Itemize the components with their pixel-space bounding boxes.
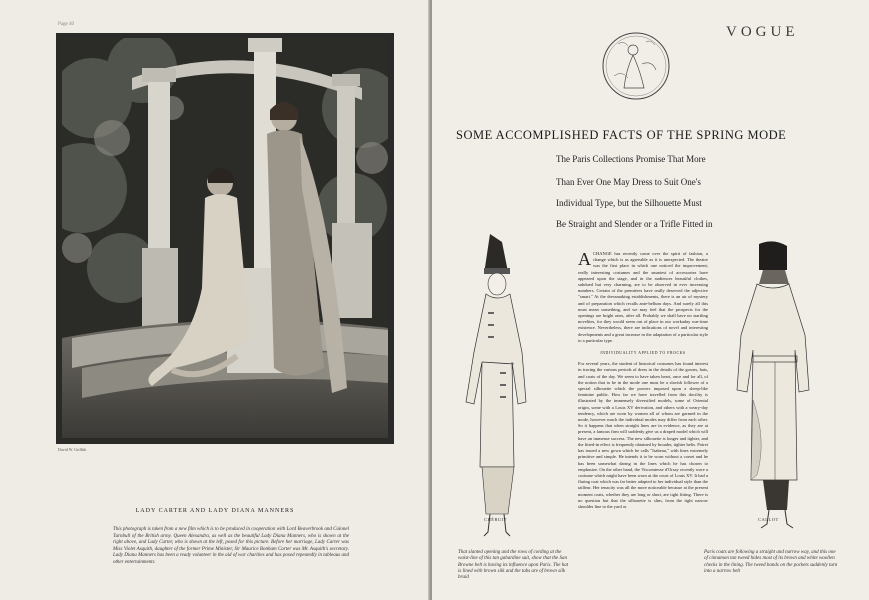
callot-coat-illustration [727, 240, 817, 540]
decorative-medallion-icon [600, 30, 672, 102]
left-page [0, 0, 430, 600]
article-headline: SOME ACCOMPLISHED FACTS OF THE SPRING MODE [456, 128, 787, 142]
page-folio: Page 40 [58, 22, 74, 27]
article-body: For several years, the student of historical costumes has found interest in tracing the various periods of dress in the details of the gowns, hats, and coats of the day. We seem to have taken heart, once and for all, of the notion that to be in the mode one must be a slavish follower of a special silhouette which the powers imposed upon a sheep-like feminine public. How far we have travelled from this docility is illustrated by the immensely diversified models, some of Oriental origin, some with a Louis XV derivation, and others with a weary-day tendency, which are worn by women all of whom are garmed in the mode, however much the individual modes may differ from each other. So it happens that when straight lines are in evidence, as they are at present, a famous firm will suddenly give us a draped model which will have an immense success. The new silhouette is longer and tighter, and the fitted-in effect is frequently obtained by broader, tighter belts. Poiret has issued a new gown which he calls "Isabeau," with lines extremely primitive and simple. He intends it to be worn without a corset and he has been somewhat daring in the lines which he has chosen to emphasize. On the other hand, the Viscomtesse d'Orsay recently wore a costume which might have been worn at the court of Louis XV. It had a flaring coat which was far better adapted to her individual style than the tailleur. Her tenacity was all the more noticeable because at the present moment coats, whether they are long or short, are tight fitting. There is no question but that the silhouette is slim, from the tight narrow shoulder line to the yard or [578, 361, 708, 509]
figure-label-callot: CALLOT [758, 517, 779, 522]
figure-label-cheruit: CHÉRUIT [484, 517, 507, 522]
cheruit-suit-illustration [452, 232, 532, 542]
article-column [578, 251, 708, 510]
drop-cap: A [578, 249, 591, 269]
caption-title: LADY CARTER AND LADY DIANA MANNERS [135, 508, 295, 514]
caption-cheruit: That slanted opening and the rows of cording at the waist-line of this tan gabardine suit, show that the San Browne belt is having its influence upon Paris. The hat is lined with brown silk and the tabs are of brown silk braid [458, 550, 569, 581]
deck-line-1: The Paris Collections Promise That More [556, 154, 706, 164]
deck-line-3: Individual Type, but the Silhouette Must [556, 198, 702, 208]
article-intro: CHANGE has recently come over the spirit of fashion, a change which is as agreeable as it is unexpected. The theatre was the first place in which one noticed the improvement; really interesting costumes and the smartest of accessories have appeared upon the stage, and in the audiences beautiful clothes, subdued but very charming, are to be observed in ever increasing numbers. Certain of the premières have really deserved the adjective "smart." At the dressmaking establishments, there is an air of mystery and of preparation which recalls ante-bellum days. And surely all this must mean something, and we may feel that the prospects for the openings are bright ones, after all. Probably we shall have no startling novelties, for they would seem out of place in our workaday war-time existence. Nevertheless, there are indications of novel and interesting developments and a great increase in the adaptation of a particular style to a particular type. [578, 251, 708, 343]
deck-line-2: Than Ever One May Dress to Suit One's [556, 177, 701, 187]
caption-callot: Paris coats are following a straight and narrow way, and this one of cinnamon tan tweed hides most of its brown and white woollen checks in the lining. The tweed bands on the pockets suddenly turn into a narrow belt [704, 550, 838, 574]
garden-photograph [62, 38, 388, 438]
masthead: VOGUE [726, 24, 799, 40]
photo-credit: David W. Griffith [58, 447, 87, 452]
deck-line-4: Be Straight and Slender or a Trifle Fitted in [556, 219, 713, 229]
caption-body: This photograph is taken from a new film which is to be produced in cooperation with Lord Beaverbrook and Colonel Turnbull of the British army. Queen Alexandra, as well as the beautiful Lady Diana Manners, who is shown at the right above, and Lady Carter, who is shown at the left, posed for this picture. Before her marriage, Lady Carter was Miss Violet Asquith, daughter of the former Prime Minister, Sir Maurice Bonham Carter was Mr. Asquith's secretary. Lady Diana Manners has been a ready volunteer in the aid of war charities and has posed repeatedly in tableaus and other entertainments [113, 527, 349, 565]
article-subhead: INDIVIDUALITY APPLIED TO FROCKS [600, 351, 686, 356]
